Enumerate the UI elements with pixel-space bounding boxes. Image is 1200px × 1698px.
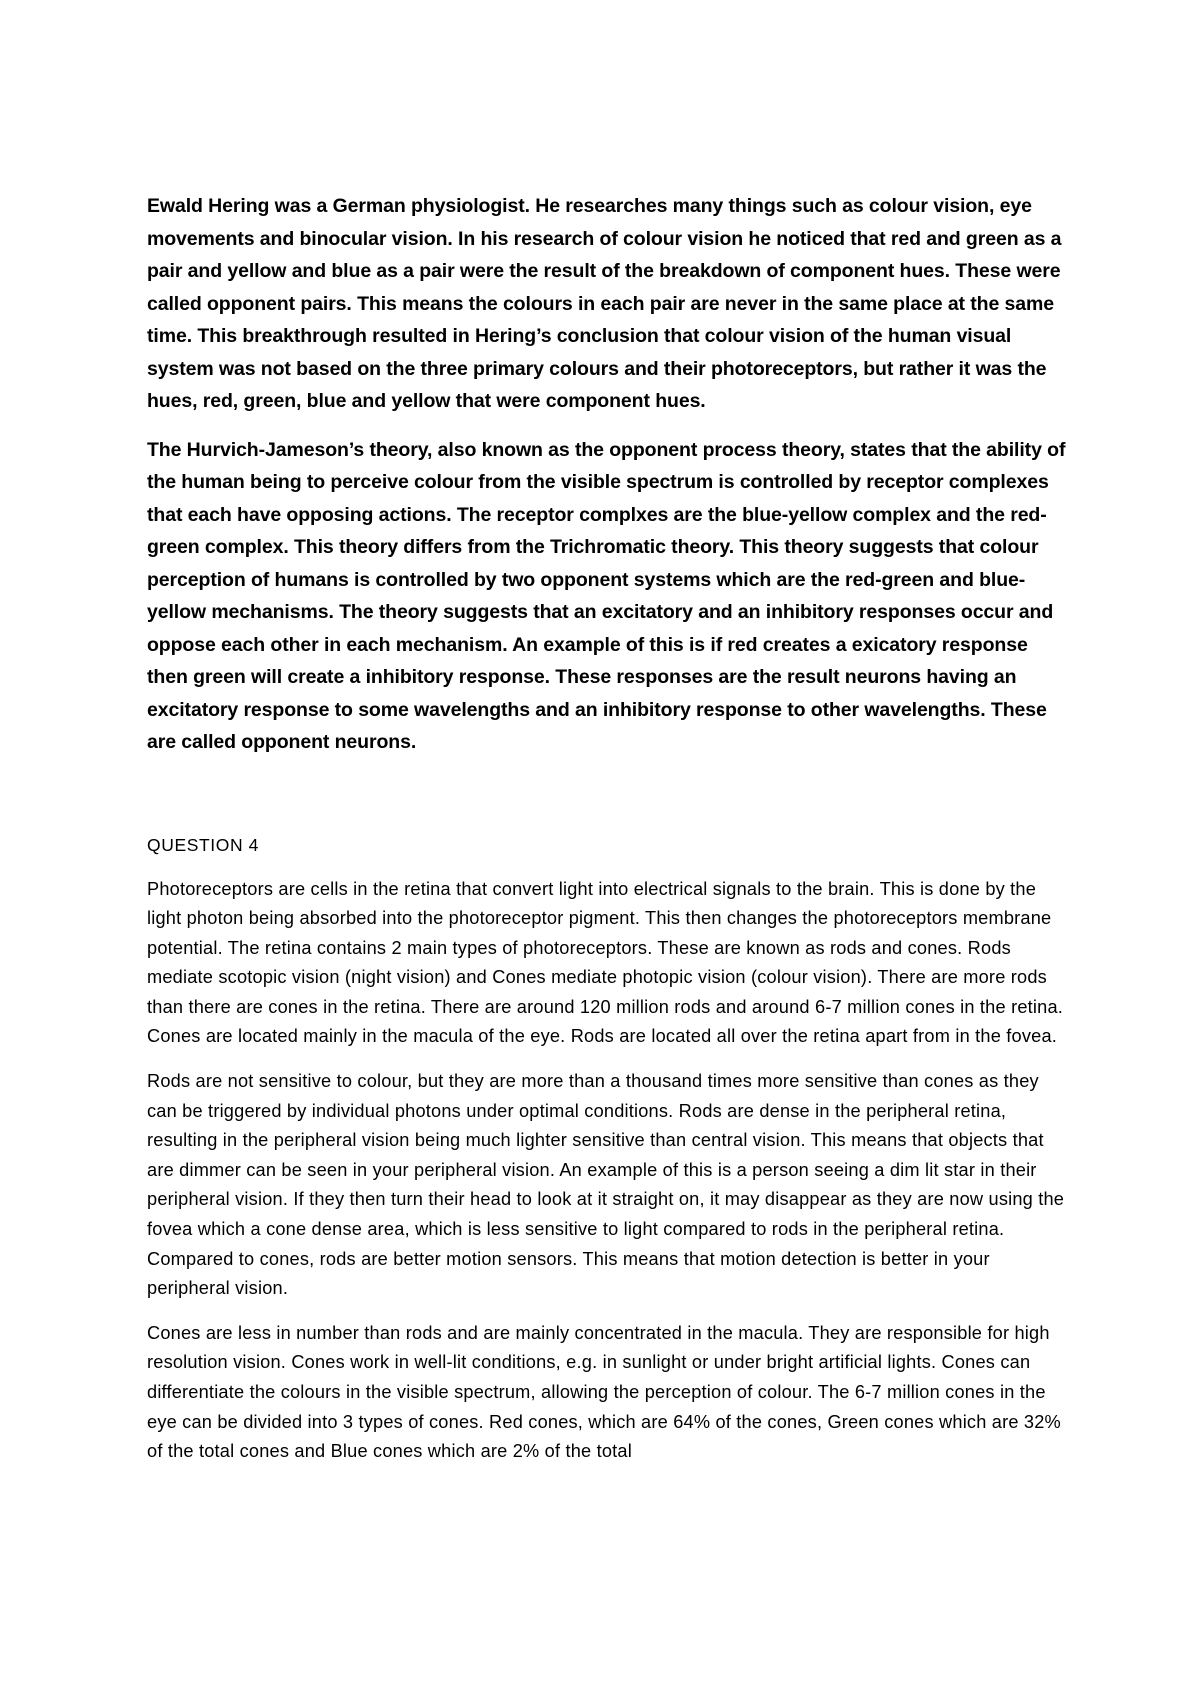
paragraph-rods: Rods are not sensitive to colour, but they are more than a thousand times more sensitive than cones as they can be triggered by individual photons under optimal conditions. Rods are dense in the peripheral retina, resulting in the peripheral vision being much lighter sensitive than central vision. This means that objects that are dimmer can be seen in your peripheral vision. An example of this is a person seeing a dim lit star in their peripheral vision. If they then turn their head to look at it straight on, it may disappear as they are now using the fovea which a cone dense area, which is less sensitive to light compared to rods in the peripheral retina. Compared to cones, rods are better motion sensors. This means that motion detection is better in your peripheral vision.: [147, 1071, 1065, 1299]
question-heading: QUESTION 4: [147, 834, 259, 855]
hering-section: [147, 190, 1067, 759]
document-body: [147, 190, 1067, 1482]
paragraph-photoreceptors: Photoreceptors are cells in the retina that convert light into electrical signals to the brain. This is done by the light photon being absorbed into the photoreceptor pigment. This then changes the photoreceptors membrane potential. The retina contains 2 main types of photoreceptors. These are known as rods and cones. Rods mediate scotopic vision (night vision) and Cones mediate photopic vision (colour vision). There are more rods than there are cones in the retina. There are around 120 million rods and around 6-7 million cones in the retina. Cones are located mainly in the macula of the eye. Rods are located all over the retina apart from in the fovea.: [147, 878, 1064, 1047]
photoreceptors-section: [147, 875, 1067, 1467]
paragraph-hurvich-jameson: The Hurvich-Jameson’s theory, also known as the opponent process theory, states that the ability of the human being to perceive colour from the visible spectrum is controlled by receptor complexes that each have opposing actions. The receptor complxes are the blue-yellow complex and the red-green complex. This theory differs from the Trichromatic theory. This theory suggests that colour perception of humans is controlled by two opponent systems which are the red-green and blue-yellow mechanisms. The theory suggests that an excitatory and an inhibitory responses occur and oppose each other in each mechanism. An example of this is if red creates a exicatory response then green will create a inhibitory response. These responses are the result neurons having an excitatory response to some wavelengths and an inhibitory response to other wavelengths. These are called opponent neurons.: [147, 438, 1066, 753]
paragraph-ewald-hering: Ewald Hering was a German physiologist. He researches many things such as colour vision, eye movements and binocular vision. In his research of colour vision he noticed that red and green as a pair and yellow and blue as a pair were the result of the breakdown of component hues. These were called opponent pairs. This means the colours in each pair are never in the same place at the same time. This breakthrough resulted in Hering’s conclusion that colour vision of the human visual system was not based on the three primary colours and their photoreceptors, but rather it was the hues, red, green, blue and yellow that were component hues.: [147, 195, 1062, 412]
paragraph-cones: Cones are less in number than rods and are mainly concentrated in the macula. They are responsible for high resolution vision. Cones work in well-lit conditions, e.g. in sunlight or under bright artificial lights. Cones can differentiate the colours in the visible spectrum, allowing the perception of colour. The 6-7 million cones in the eye can be divided into 3 types of cones. Red cones, which are 64% of the cones, Green cones which are 32% of the total cones and Blue cones which are 2% of the total: [147, 1322, 1061, 1462]
